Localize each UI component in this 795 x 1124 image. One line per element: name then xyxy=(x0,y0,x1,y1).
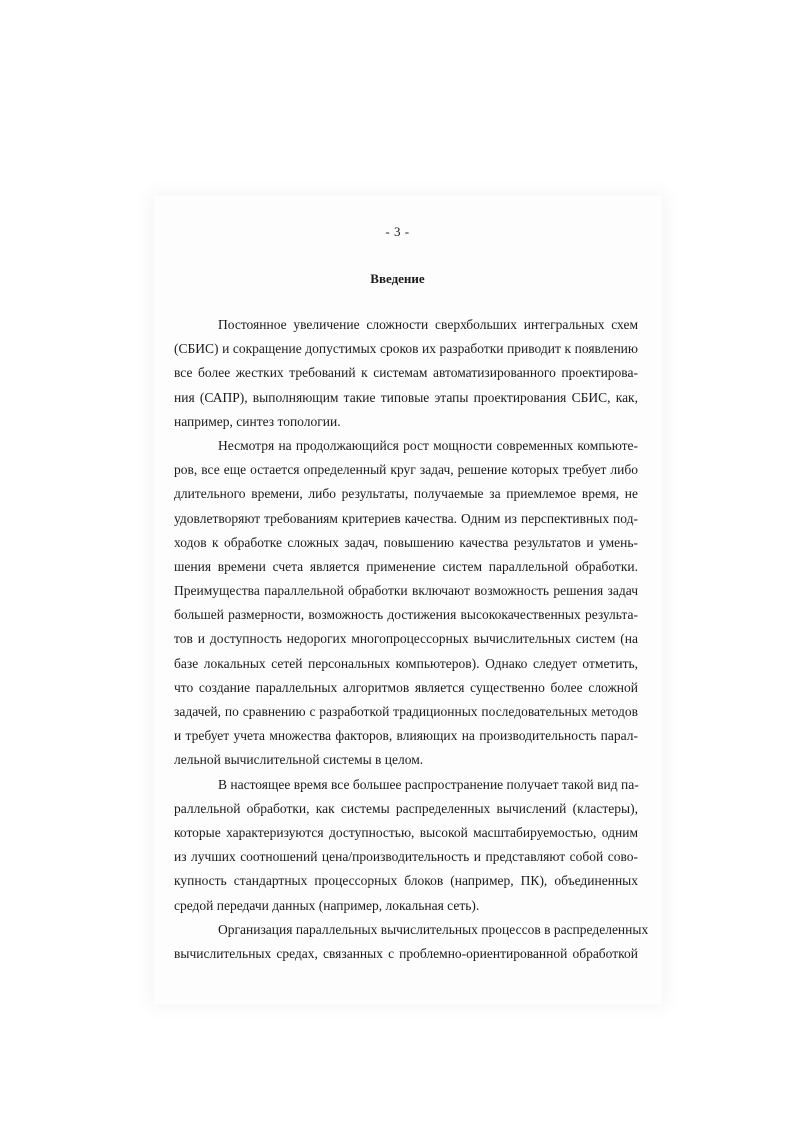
text-line: Организация параллельных вычислительных процессов в распределенных xyxy=(218,921,649,937)
text-line: все более жестких требований к системам автоматизированного проектирова- xyxy=(174,365,638,381)
text-line: например, синтез топологии. xyxy=(174,413,341,429)
text-line: из лучших соотношений цена/производительность и представляют собой сово- xyxy=(174,849,638,865)
text-line: длительного времени, либо результаты, получаемые за приемлемое время, не xyxy=(174,486,638,502)
text-line: Несмотря на продолжающийся рост мощности современных компьюте- xyxy=(218,437,638,453)
paragraph xyxy=(174,918,649,966)
text-line: раллельной обработки, как системы распределенных вычислений (кластеры), xyxy=(174,800,638,816)
text-line: Преимущества параллельной обработки включают возможность решения задач xyxy=(174,583,638,599)
body-text xyxy=(174,313,649,966)
paragraph xyxy=(174,773,638,918)
text-line: тов и доступность недорогих многопроцессорных вычислительных систем (на xyxy=(174,631,638,647)
text-line: В настоящее время все большее распространение получает такой вид па- xyxy=(218,776,639,792)
paragraph xyxy=(174,313,638,434)
text-line: которые характеризуются доступностью, высокой масштабируемостью, одним xyxy=(174,824,638,840)
text-line: задачей, по сравнению с разработкой традиционных последовательных методов xyxy=(174,704,638,719)
text-line: удовлетворяют требованиям критериев качества. Одним из перспективных под- xyxy=(174,510,638,526)
text-line: вычислительных средах, связанных с проблемно-ориентированной обработкой xyxy=(174,945,638,961)
section-heading: Введение xyxy=(370,271,425,286)
text-line: большей размерности, возможность достижения высококачественных результа- xyxy=(174,607,638,623)
text-line: (СБИС) и сокращение допустимых сроков их разработки приводит к появлению xyxy=(174,341,638,357)
paragraph xyxy=(174,434,638,773)
text-line: ров, все еще остается определенный круг задач, решение которых требует либо xyxy=(174,462,638,478)
text-line: что создание параллельных алгоритмов является существенно более сложной xyxy=(174,679,638,695)
text-line: базе локальных сетей персональных компьютеров). Однако следует отметить, xyxy=(174,655,638,671)
text-line: лельной вычислительной системы в целом. xyxy=(174,752,424,768)
text-line: ходов к обработке сложных задач, повышению качества результатов и умень- xyxy=(174,534,638,550)
text-line: и требует учета множества факторов, влияющих на производительность парал- xyxy=(174,728,638,744)
text-line: купность стандартных процессорных блоков (например, ПК), объединенных xyxy=(174,873,638,889)
text-line: Постоянное увеличение сложности сверхбольших интегральных схем xyxy=(218,317,638,332)
text-line: ния (САПР), выполняющим такие типовые этапы проектирования СБИС, как, xyxy=(174,389,638,405)
text-line: шения времени счета является применение систем параллельной обработки. xyxy=(174,558,638,574)
page-number: - 3 - xyxy=(385,224,410,239)
text-line: средой передачи данных (например, локальная сеть). xyxy=(174,897,480,913)
